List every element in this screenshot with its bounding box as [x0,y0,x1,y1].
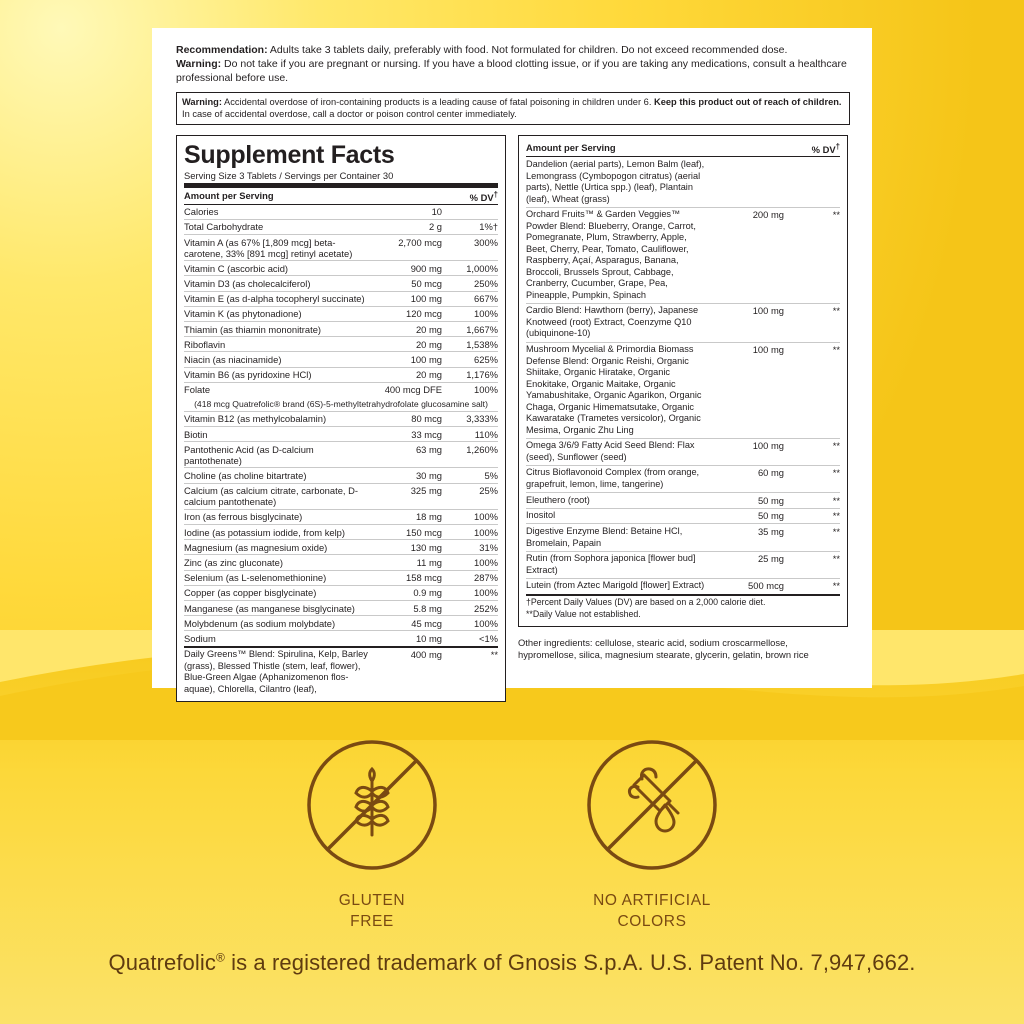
header-amount-label-right: Amount per Serving [526,141,710,157]
nutrient-dv: 1,260% [446,442,498,468]
table-header-row [184,188,498,204]
blend-dv: ** [788,578,840,594]
nutrient-name: Iron (as ferrous bisglycinate) [184,509,368,524]
nutrient-amount: 2,700 mcg [368,235,446,261]
nutrient-amount: 80 mcg [368,411,446,426]
nutrient-dv: 110% [446,427,498,442]
table-row [184,570,498,585]
nutrient-amount: 30 mg [368,468,446,483]
footer-brand: Quatrefolic [108,950,216,975]
nutrient-dv: 287% [446,570,498,585]
table-row [184,427,498,442]
blend-dv: ** [788,508,840,524]
nutrient-amount: 18 mg [368,509,446,524]
other-ingredients: Other ingredients: cellulose, stearic acid, sodium croscarmellose, hypromellose, silica, magnesium stearate, glycerin, gelatin, brown rice [518,636,809,661]
label-panel [152,28,872,694]
facts-table-right [526,141,840,622]
table-row [184,322,498,337]
blend-name: Mushroom Mycelial & Primordia Biomass Defense Blend: Organic Reishi, Organic Shiitake, Organic Hiratake, Organic Enokitake, Organic Maitake, Organic Yamabushitake, Organic Agarikon, Organic Chaga, Organic Himematsutake, Organic Kawaratake (Trametes versicolor), Organic Mesima, Organic Zhu Ling [526,342,710,438]
blend-amount: 35 mg [710,524,788,551]
table-row [184,367,498,382]
nutrient-dv: 252% [446,600,498,615]
badge-row [0,735,1024,933]
nutrient-name: Vitamin K (as phytonadione) [184,306,368,321]
recommendation-body: Adults take 3 tablets daily, preferably with food. Not formulated for children. Do not exceed recommended dose. [267,44,788,56]
header-dv-label-right: % DV† [788,141,840,157]
table-row [184,585,498,600]
iron-warning-text1: Accidental overdose of iron-containing products is a leading cause of fatal poisoning in children under 6. [221,96,654,107]
table-row [526,438,840,465]
nutrient-dv: 100% [446,525,498,540]
blend-dv: ** [788,524,840,551]
table-row [526,508,840,524]
table-row [184,306,498,321]
nutrient-amount: 20 mg [368,367,446,382]
nutrient-name: Riboflavin [184,337,368,352]
nutrient-dv: 3,333% [446,411,498,426]
nutrient-name: Magnesium (as magnesium oxide) [184,540,368,555]
nutrient-name: Sodium [184,631,368,647]
blend-amount: 60 mg [710,465,788,492]
blend-amount: 50 mg [710,493,788,509]
nutrient-name: Biotin [184,427,368,442]
blend-amount [710,157,788,207]
nutrient-amount: 45 mcg [368,616,446,631]
table-row [526,578,840,594]
table-row [526,524,840,551]
blend-name: Rutin (from Sophora japonica [flower bud] Extract) [526,551,710,578]
nutrient-name: Zinc (as zinc gluconate) [184,555,368,570]
serving-size: Serving Size 3 Tablets / Servings per Container 30 [184,169,394,181]
blend-dv: ** [788,342,840,438]
supplement-facts-box-continued [518,135,848,627]
blend-name: Lutein (from Aztec Marigold [flower] Extract) [526,578,710,594]
table-row [184,337,498,352]
blend-name: Cardio Blend: Hawthorn (berry), Japanese Knotweed (root) Extract, Coenzyme Q10 (ubiquinone-10) [526,303,710,342]
blend-name: Digestive Enzyme Blend: Betaine HCl, Bromelain, Papain [526,524,710,551]
nutrient-amount: 100 mg [368,352,446,367]
recommendation-text [176,44,850,86]
badge-label-no-artificial-colors: NO ARTIFICIAL COLORS [593,892,711,930]
table-row [526,342,840,438]
no-artificial-colors-icon [582,735,722,875]
nutrient-dv: 1%† [446,219,498,234]
nutrient-dv: 100% [446,585,498,600]
table-row [526,493,840,509]
nutrient-dv: 5% [446,468,498,483]
footnotes-row [526,595,840,622]
blend-amount: 100 mg [710,342,788,438]
table-row [184,600,498,615]
table-row [184,525,498,540]
table-header-row [526,141,840,157]
nutrient-amount: 5.8 mg [368,600,446,615]
nutrient-amount: 63 mg [368,442,446,468]
facts-column-right [518,135,848,662]
blend-dv: ** [788,303,840,342]
nutrient-dv: 250% [446,276,498,291]
supplement-facts-columns [176,135,850,702]
gluten-free-icon [302,735,442,875]
blend-amount: 25 mg [710,551,788,578]
nutrient-amount: 2 g [368,219,446,234]
blend-dv: ** [788,438,840,465]
iron-warning-bold: Keep this product out of reach of children. [654,96,842,107]
nutrient-name: Selenium (as L-selenomethionine) [184,570,368,585]
footer-trademark [0,950,1024,976]
nutrient-name: Pantothenic Acid (as D-calcium pantothenate) [184,442,368,468]
nutrient-name: Total Carbohydrate [184,219,368,234]
nutrient-dv: 100% [446,616,498,631]
nutrient-name: Vitamin B12 (as methylcobalamin) [184,411,368,426]
table-row [526,207,840,303]
nutrient-amount: 10 mg [368,631,446,647]
table-row [184,261,498,276]
blend-amount: 500 mcg [710,578,788,594]
nutrient-dv: 100% [446,306,498,321]
nutrient-name: Iodine (as potassium iodide, from kelp) [184,525,368,540]
nutrient-dv: 300% [446,235,498,261]
table-row [184,442,498,468]
nutrient-name: Vitamin D3 (as cholecalciferol) [184,276,368,291]
daily-greens-name: Daily Greens™ Blend: Spirulina, Kelp, Barley (grass), Blessed Thistle (stem, leaf, flower), Blue-Green Algae (Aphanizomenon flos-aquae), Chlorella, Cilantro (leaf), [184,649,368,694]
facts-table-left [184,188,498,697]
nutrient-name: Manganese (as manganese bisglycinate) [184,600,368,615]
nutrient-amount: 11 mg [368,555,446,570]
blend-name: Eleuthero (root) [526,493,710,509]
nutrient-amount: 120 mcg [368,306,446,321]
table-row [184,352,498,367]
nutrient-dv: 1,667% [446,322,498,337]
nutrient-name: Folate [184,384,211,396]
nutrient-dv: 667% [446,291,498,306]
blend-amount: 50 mg [710,508,788,524]
nutrient-amount: 33 mcg [368,427,446,442]
nutrient-name: Niacin (as niacinamide) [184,352,368,367]
blend-dv [788,157,840,207]
facts-column-left [176,135,506,702]
table-row [184,540,498,555]
nutrient-amount: 20 mg [368,337,446,352]
blend-name: Citrus Bioflavonoid Complex (from orange, grapefruit, lemon, lime, tangerine) [526,465,710,492]
table-row [184,616,498,631]
footnote-star: **Daily Value not established. [526,608,641,619]
blend-name: Orchard Fruits™ & Garden Veggies™ Powder Blend: Blueberry, Orange, Carrot, Pomegranate, Plum, Strawberry, Apple, Beet, Cherry, Pear, Tomato, Cauliflower, Raspberry, Açaí, Asparagus, Banana, Broccoli, Brussels Sprout, Cabbage, Cranberry, Cucumber, Grape, Pea, Pineapple, Pumpkin, Spinach [526,207,710,303]
nutrient-amount: 130 mg [368,540,446,555]
nutrient-amount: 150 mcg [368,525,446,540]
nutrient-name: Vitamin B6 (as pyridoxine HCl) [184,367,368,382]
nutrient-amount: 20 mg [368,322,446,337]
blend-name: Inositol [526,508,710,524]
folate-note: (418 mcg Quatrefolic® brand (6S)-5-methyltetrahydrofolate glucosamine salt) [184,397,498,411]
footer-reg-mark: ® [215,950,225,965]
footnote-dv: †Percent Daily Values (DV) are based on a 2,000 calorie diet. [526,597,766,608]
nutrient-name: Molybdenum (as sodium molybdate) [184,616,368,631]
badge-gluten-free [297,735,447,933]
supplement-facts-box [176,135,506,702]
nutrient-dv: 100% [474,384,498,396]
blend-dv: ** [788,207,840,303]
nutrient-dv: 1,538% [446,337,498,352]
table-row [184,276,498,291]
table-row [184,204,498,219]
table-row [184,382,498,397]
blend-name: Omega 3/6/9 Fatty Acid Seed Blend: Flax (seed), Sunflower (seed) [526,438,710,465]
nutrient-dv: 31% [446,540,498,555]
iron-warning-box [176,92,850,125]
table-row [184,631,498,647]
iron-warning-text2: In case of accidental overdose, call a doctor or poison control center immediately. [182,108,517,119]
blend-amount: 200 mg [710,207,788,303]
nutrient-amount: 400 mcg DFE [384,384,442,396]
header-dv-label: % DV† [446,188,498,204]
blend-amount: 100 mg [710,438,788,465]
nutrient-name: Vitamin E (as d-alpha tocopheryl succinate) [184,291,368,306]
recommendation-label: Recommendation: [176,44,268,56]
iron-warning-label: Warning: [182,96,222,107]
daily-greens-row [184,647,498,697]
nutrient-amount: 50 mcg [368,276,446,291]
table-row [184,291,498,306]
header-amount-label: Amount per Serving [184,188,368,204]
nutrient-dv: 625% [446,352,498,367]
nutrient-amount: 10 [368,204,446,219]
nutrient-name: Vitamin C (ascorbic acid) [184,261,368,276]
nutrient-name: Choline (as choline bitartrate) [184,468,368,483]
blend-amount: 100 mg [710,303,788,342]
nutrient-name: Calcium (as calcium citrate, carbonate, D-calcium pantothenate) [184,483,368,509]
nutrient-amount: 0.9 mg [368,585,446,600]
nutrient-name: Thiamin (as thiamin mononitrate) [184,322,368,337]
nutrient-dv: <1% [446,631,498,647]
footer-text: is a registered trademark of Gnosis S.p.A. U.S. Patent No. 7,947,662. [224,950,916,975]
table-row [184,219,498,234]
nutrient-amount: 100 mg [368,291,446,306]
nutrient-amount: 325 mg [368,483,446,509]
nutrient-name: Copper (as copper bisglycinate) [184,585,368,600]
blend-dv: ** [788,493,840,509]
nutrient-dv: 1,000% [446,261,498,276]
daily-greens-amount: 400 mg [410,649,442,661]
nutrient-name: Vitamin A (as 67% [1,809 mcg] beta-carotene, 33% [891 mcg] retinyl acetate) [184,235,368,261]
nutrient-amount: 158 mcg [368,570,446,585]
nutrient-dv [446,204,498,219]
supplement-facts-title: Supplement Facts [184,140,395,169]
table-row [184,468,498,483]
warning-body: Do not take if you are pregnant or nursing. If you have a blood clotting issue, or if you are taking any medications, consult a healthcare professional before use. [176,57,847,84]
warning-label: Warning: [176,57,222,70]
table-row [526,551,840,578]
daily-greens-dv: ** [490,649,498,661]
table-row [526,303,840,342]
nutrient-dv: 25% [446,483,498,509]
table-row [526,157,840,207]
table-row [184,509,498,524]
blend-dv: ** [788,551,840,578]
badge-label-gluten-free: GLUTEN FREE [338,892,406,930]
blend-dv: ** [788,465,840,492]
table-row [184,555,498,570]
nutrient-dv: 1,176% [446,367,498,382]
badge-no-artificial-colors [577,735,727,933]
table-row [184,411,498,426]
table-row [184,235,498,261]
table-row [526,465,840,492]
blend-name: Dandelion (aerial parts), Lemon Balm (leaf), Lemongrass (Cymbopogon citratus) (aerial parts), Nettle (Urtica spp.) (leaf), Plantain (leaf), Wheat (grass) [526,157,710,207]
nutrient-amount: 900 mg [368,261,446,276]
nutrient-name: Calories [184,204,368,219]
folate-note-row [184,397,498,411]
table-row [184,483,498,509]
nutrient-dv: 100% [446,509,498,524]
nutrient-dv: 100% [446,555,498,570]
